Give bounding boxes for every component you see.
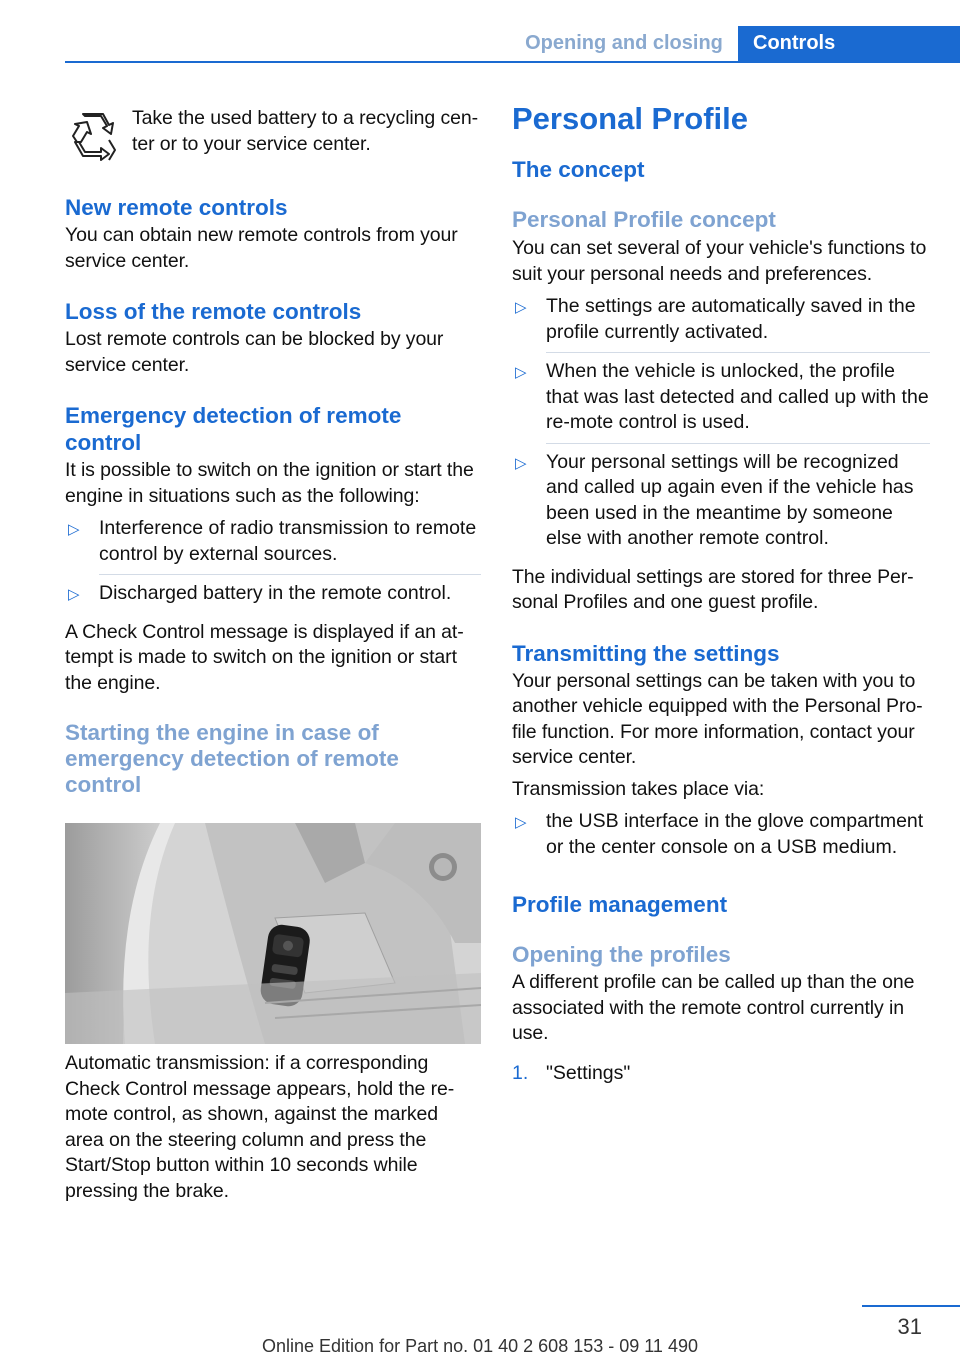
page-number: 31 <box>897 1314 922 1339</box>
transmission-via: Transmission takes place via: <box>512 777 765 800</box>
footer-rule <box>862 1305 960 1307</box>
recycle-text: Take the used battery to a recycling cen-ter or to your service center. <box>132 107 479 155</box>
header-chapter-tab: Controls <box>738 26 960 61</box>
photo-caption: Automatic transmission: if a corresponding Check Control message appears, hold the re-mote control, as shown, against the marked area on the steering column and press the Start/Stop button within 10 seconds while pressing the brake. <box>65 1052 455 1202</box>
left-column <box>65 100 481 1204</box>
list-item: ▷ the USB interface in the glove compartment or the center console on a USB medium. <box>515 810 924 858</box>
header-section-title: Opening and closing <box>525 32 723 54</box>
list-item: ▷ Your personal settings will be recognized and called up again even if the vehicle has been used in the meantime by someone else with another remote control. <box>515 450 914 549</box>
transmitting-heading: Transmitting the settings <box>512 640 780 666</box>
list-item: 1. "Settings" <box>512 1061 631 1084</box>
triangle-right-icon: ▷ <box>515 299 527 316</box>
steps-list <box>512 1061 930 1087</box>
page-title: Personal Profile <box>512 101 749 136</box>
recycle-icon <box>65 108 121 164</box>
management-heading: Profile management <box>512 892 728 917</box>
right-column <box>512 100 930 1086</box>
profile-list <box>512 294 930 559</box>
edition-footer: Online Edition for Part no. 01 40 2 608 153 - 09 11 490 <box>262 1336 698 1356</box>
triangle-right-icon: ▷ <box>68 586 80 603</box>
triangle-right-icon: ▷ <box>515 454 527 472</box>
triangle-right-icon: ▷ <box>515 364 527 381</box>
new-remote-heading: New remote controls <box>65 195 288 220</box>
steering-column-illustration <box>65 823 481 1044</box>
emergency-text: It is possible to switch on the ignition or start the engine in situations such as the following: <box>65 459 474 507</box>
header-rule <box>65 61 960 63</box>
loss-heading: Loss of the remote controls <box>65 299 362 324</box>
opening-text: A different profile can be called up than the one associated with the remote control currently in use. <box>512 971 915 1044</box>
opening-heading: Opening the profiles <box>512 942 731 967</box>
profile-concept-text: You can set several of your vehicle's functions to suit your personal needs and preferences. <box>512 237 927 285</box>
triangle-right-icon: ▷ <box>515 814 527 831</box>
check-control-text: A Check Control message is displayed if an at-tempt is made to switch on the ignition or start the engine. <box>65 620 464 694</box>
stored-text: The individual settings are stored for three Per-sonal Profiles and one guest profile. <box>512 565 914 613</box>
list-item: ▷ When the vehicle is unlocked, the profile that was last detected and called up with the re-mote control is used. <box>512 359 930 444</box>
profile-concept-heading: Personal Profile concept <box>512 207 776 232</box>
list-item: ▷ Interference of radio transmission to remote control by external sources. <box>65 516 481 575</box>
new-remote-text: You can obtain new remote controls from your service center. <box>65 224 458 272</box>
triangle-right-icon: ▷ <box>68 521 80 538</box>
loss-text: Lost remote controls can be blocked by your service center. <box>65 328 444 376</box>
emergency-heading: Emergency detection of remote control <box>65 403 402 455</box>
recycle-note <box>65 100 481 165</box>
transmission-list <box>512 809 930 867</box>
list-item: ▷ The settings are automatically saved in the profile currently activated. <box>512 294 930 353</box>
concept-heading: The concept <box>512 157 645 182</box>
emergency-list <box>65 516 481 614</box>
transmitting-text: Your personal settings can be taken with you to another vehicle equipped with the Personal Pro-file function. For more information, contact your service center. <box>512 669 923 768</box>
starting-heading: Starting the engine in case of emergency detection of remote control <box>65 720 399 797</box>
list-item: ▷ Discharged battery in the remote control. <box>65 581 481 614</box>
steering-column-photo <box>65 823 481 1044</box>
